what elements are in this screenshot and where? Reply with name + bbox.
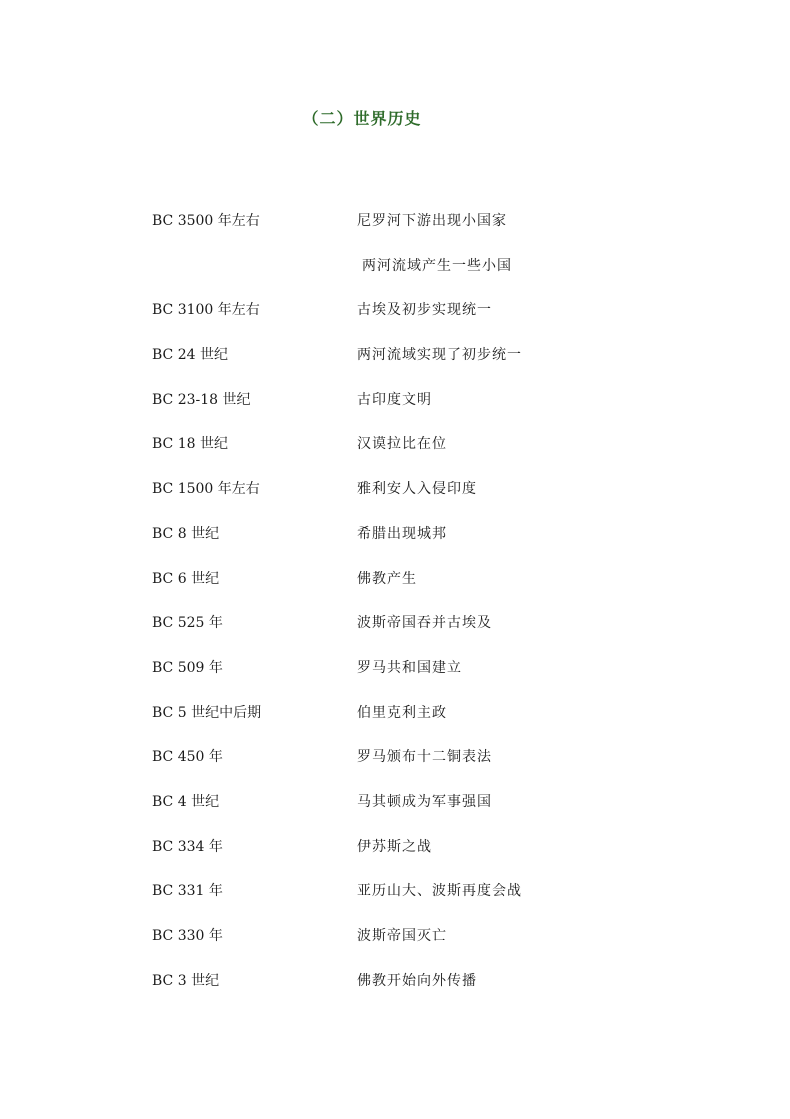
timeline-event: 尼罗河下游出现小国家 [357, 213, 507, 229]
timeline-date: BC 24 世纪 [152, 347, 228, 364]
timeline-date: BC 509 年 [152, 659, 223, 676]
timeline-row [152, 565, 712, 610]
timeline-event: 罗马共和国建立 [357, 659, 462, 676]
timeline-row [152, 475, 712, 520]
timeline-row [152, 967, 712, 1012]
timeline-date: BC 1500 年左右 [152, 481, 260, 498]
timeline-date: BC 525 年 [152, 615, 223, 632]
timeline-row [152, 252, 712, 297]
timeline-row [152, 833, 712, 878]
timeline-event: 古埃及初步实现统一 [357, 302, 492, 319]
timeline-row [152, 743, 712, 788]
timeline-event: 马其顿成为军事强国 [357, 793, 492, 810]
timeline-date: BC 331 年 [152, 883, 223, 900]
timeline-date: BC 3100 年左右 [152, 302, 260, 319]
timeline-list [152, 207, 712, 1011]
timeline-date: BC 4 世纪 [152, 793, 220, 810]
timeline-event: 两河流域实现了初步统一 [357, 347, 522, 364]
timeline-event: 伯里克利主政 [357, 704, 447, 721]
timeline-date: BC 5 世纪中后期 [152, 704, 262, 721]
timeline-row [152, 788, 712, 833]
section-title: （二）世界历史 [302, 109, 422, 128]
timeline-event: 波斯帝国灭亡 [357, 928, 447, 944]
timeline-row [152, 877, 712, 922]
timeline-row [152, 386, 712, 431]
timeline-row [152, 207, 712, 252]
timeline-date: BC 330 年 [152, 928, 223, 944]
timeline-event: 伊苏斯之战 [357, 838, 432, 855]
timeline-row [152, 609, 712, 654]
timeline-event: 亚历山大、波斯再度会战 [357, 883, 522, 900]
timeline-event: 佛教开始向外传播 [357, 972, 477, 989]
timeline-date: BC 3500 年左右 [152, 213, 260, 229]
timeline-event: 波斯帝国吞并古埃及 [357, 615, 492, 632]
timeline-event: 佛教产生 [357, 570, 417, 587]
timeline-event: 希腊出现城邦 [357, 525, 447, 542]
timeline-date: BC 8 世纪 [152, 525, 220, 542]
timeline-row [152, 654, 712, 699]
timeline-row [152, 699, 712, 744]
timeline-row [152, 922, 712, 967]
timeline-event: 两河流域产生一些小国 [362, 257, 512, 274]
timeline-event: 汉谟拉比在位 [357, 436, 447, 453]
timeline-row [152, 296, 712, 341]
timeline-date: BC 18 世纪 [152, 436, 228, 453]
timeline-date: BC 6 世纪 [152, 570, 220, 587]
timeline-row [152, 520, 712, 565]
timeline-date: BC 334 年 [152, 838, 223, 855]
timeline-date: BC 450 年 [152, 749, 223, 766]
timeline-date: BC 3 世纪 [152, 972, 220, 989]
timeline-row [152, 430, 712, 475]
timeline-row [152, 341, 712, 386]
timeline-event: 罗马颁布十二铜表法 [357, 749, 492, 766]
timeline-event: 古印度文明 [357, 391, 432, 408]
timeline-event: 雅利安人入侵印度 [357, 481, 477, 498]
timeline-date: BC 23-18 世纪 [152, 391, 251, 408]
